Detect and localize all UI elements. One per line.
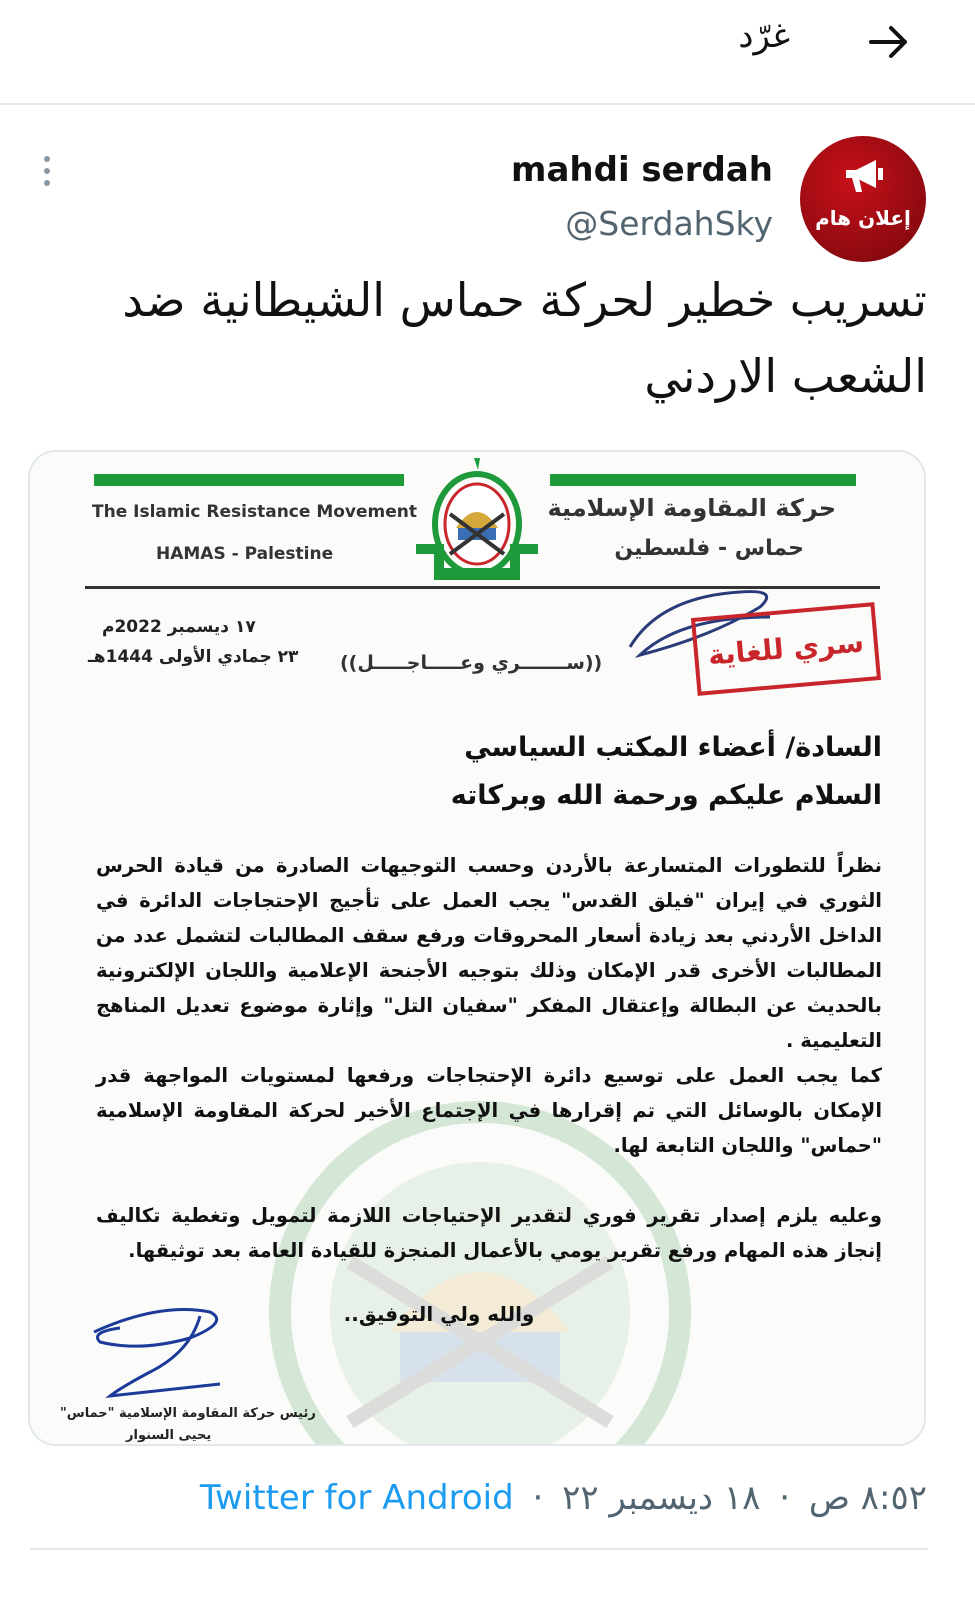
- hamas-emblem-icon: [412, 456, 542, 586]
- page-title: غرّد: [738, 16, 790, 56]
- org-name-en: The Islamic Resistance Movement: [92, 502, 418, 522]
- header-bar-right: [550, 474, 856, 486]
- separator: ·: [532, 1478, 544, 1518]
- letter-paragraph: نظراً للتطورات المتسارعة بالأردن وحسب التوجيهات الصادرة من قيادة الحرس الثوري في إيران "فيلق القدس" يجب العمل على تأجيج الإحتجاجات الدائرة في الداخل الأردني بعد زيادة أسعار المحروقات ورفع سقف المطالبات لتشمل عدد من المطالبات الأخرى قدر الإمكان وذلك بتوجيه الأجنحة الإعلامية واللجان الإلكترونية بالحديث عن البطالة وإعتقال المفكر "سفيان التل" وإثارة موضوع تعديل المناهج التعليمية .: [96, 854, 882, 1052]
- avatar-label: إعلان هام: [815, 206, 911, 230]
- tweet-date: ١٨ ديسمبر ٢٢: [562, 1478, 761, 1518]
- signer-title: رئيس حركة المقاومة الإسلامية "حماس": [60, 1406, 316, 1421]
- classification-label: ((ســـــــري وعـــــاجـــــل)): [340, 652, 603, 674]
- signer-name: يحيى السنوار: [126, 1428, 212, 1443]
- top-bar: [0, 0, 975, 105]
- org-sub-en: HAMAS - Palestine: [156, 544, 334, 564]
- tweet-text: تسريب خطير لحركة حماس الشيطانية ضد الشعب الاردني: [122, 273, 927, 403]
- separator: ·: [779, 1478, 791, 1518]
- greeting-addressee: السادة/ أعضاء المكتب السياسي: [464, 732, 882, 763]
- header-bar-left: [94, 474, 404, 486]
- megaphone-icon: [842, 156, 886, 196]
- avatar[interactable]: [800, 136, 926, 262]
- letter-paragraph: وعليه يلزم إصدار تقرير فوري لتقدير الإحتياجات اللازمة لتمويل وتغطية تكاليف إنجاز هذه المهام ورفع تقرير يومي بالأعمال المنجزة للقيادة العامة بعد توثيقها.: [96, 1204, 882, 1262]
- author-name[interactable]: mahdi serdah: [511, 150, 773, 190]
- org-sub-ar: حماس - فلسطين: [614, 536, 804, 561]
- more-options-icon[interactable]: [40, 156, 54, 192]
- org-name-ar: حركة المقاومة الإسلامية: [547, 494, 836, 522]
- arrow-right-icon[interactable]: [865, 18, 913, 66]
- top-secret-stamp: سري للغاية: [691, 602, 881, 696]
- author-handle[interactable]: @SerdahSky: [565, 204, 773, 243]
- letter-closing: والله ولي التوفيق..: [343, 1302, 535, 1326]
- tweet-source-link[interactable]: Twitter for Android: [199, 1478, 514, 1518]
- letter-paragraph: كما يجب العمل على توسيع دائرة الإحتجاجات ورفعها لمستويات المواجهة قدر الإمكان بالوسائل التي تم إقرارها في الإجتماع الأخير لحركة المقاومة الإسلامية "حماس" واللجان التابعة لها.: [96, 1064, 882, 1157]
- divider: [30, 1548, 928, 1550]
- date-gregorian: ١٧ ديسمبر 2022م: [102, 617, 256, 637]
- tweet-metadata: [200, 1478, 927, 1518]
- signature-bottom: [80, 1292, 250, 1412]
- tweet-media-image[interactable]: [28, 450, 926, 1446]
- tweet-time: ٨:٥٢ ص: [808, 1478, 927, 1518]
- date-hijri: ٢٣ جمادي الأولى 1444هـ: [88, 647, 299, 667]
- greeting-salutation: السلام عليكم ورحمة الله وبركاته: [450, 780, 882, 811]
